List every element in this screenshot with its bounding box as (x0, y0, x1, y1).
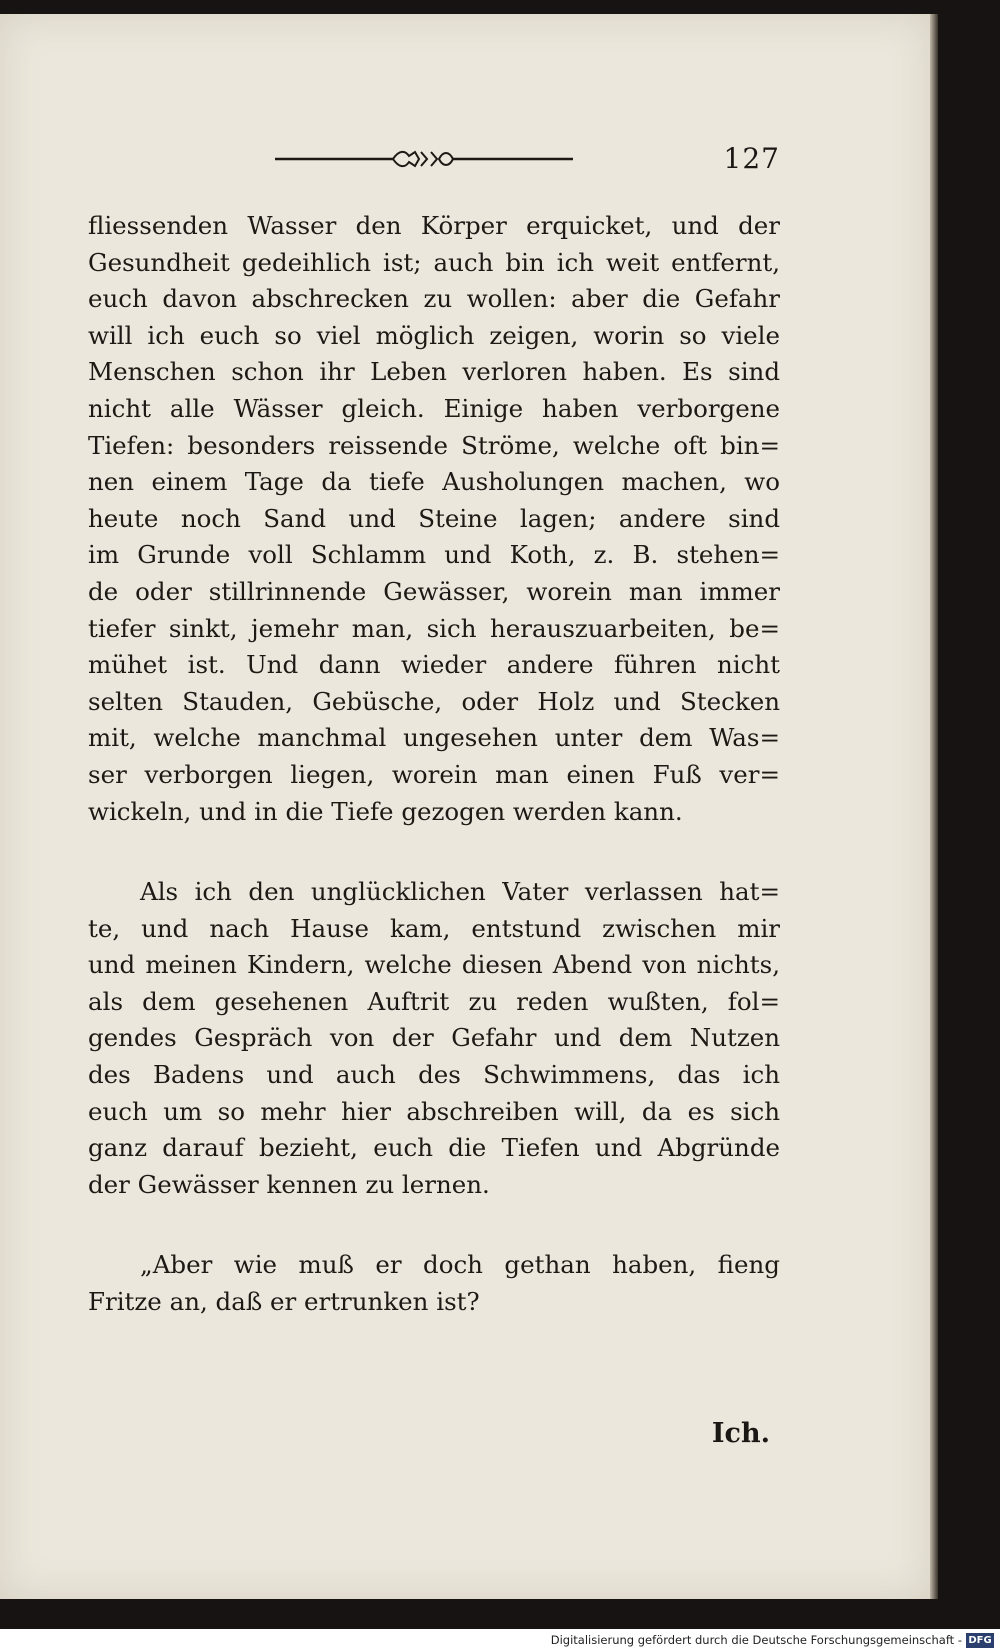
paragraph-1 (88, 208, 780, 830)
text-line: tiefer sinkt, jemehr man, sich herauszuarbeiten, be= (88, 613, 780, 643)
paragraph-2 (88, 874, 780, 1203)
text-line: wickeln, und in die Tiefe gezogen werden kann. (88, 796, 683, 826)
text-line: te, und nach Hause kam, entstund zwischen mir (88, 913, 780, 943)
text-line: als dem gesehenen Auftrit zu reden wußten, fol= (88, 986, 780, 1016)
text-line: ganz darauf bezieht, euch die Tiefen und Abgründe (88, 1133, 780, 1163)
catchword: Ich. (711, 1418, 770, 1449)
text-line: gendes Gespräch von der Gefahr und dem Nutzen (88, 1023, 780, 1053)
paragraph-gap (88, 1203, 780, 1247)
text-line: „Aber wie muß er doch gethan haben, fieng (140, 1250, 780, 1280)
text-line: heute noch Sand und Steine lagen; andere sind (88, 503, 780, 533)
funding-credit: Digitalisierung gefördert durch die Deutsche Forschungsgemeinschaft - (550, 1633, 962, 1647)
dfg-logo-icon: DFG (966, 1633, 994, 1648)
text-line: der Gewässer kennen zu lernen. (88, 1169, 490, 1199)
text-line: selten Stauden, Gebüsche, oder Holz und Stecken (88, 686, 780, 716)
text-line: des Badens und auch des Schwimmens, das ich (88, 1060, 780, 1090)
page-edge (930, 14, 938, 1599)
text-line: euch davon abschrecken zu wollen: aber die Gefahr (88, 284, 780, 314)
paragraph-gap (88, 830, 780, 874)
page-number: 127 (723, 142, 780, 175)
text-line: fliessenden Wasser den Körper erquicket, und der (88, 211, 780, 240)
text-line: mit, welche manchmal ungesehen unter dem Was= (88, 723, 780, 753)
text-line: Tiefen: besonders reissende Ströme, welche oft bin= (88, 430, 780, 460)
body-text (88, 208, 780, 1321)
text-line: nicht alle Wässer gleich. Einige haben verborgene (88, 393, 780, 423)
text-line: Gesundheit gedeihlich ist; auch bin ich weit entfernt, (88, 247, 780, 277)
header-ornament-icon (275, 146, 585, 170)
text-line: mühet ist. Und dann wieder andere führen nicht (88, 650, 780, 680)
text-line: de oder stillrinnende Gewässer, worein man immer (88, 576, 780, 606)
page-header (0, 140, 930, 180)
text-line: Menschen schon ihr Leben verloren haben. Es sind (88, 357, 780, 387)
text-line: nen einem Tage da tiefe Ausholungen machen, wo (88, 467, 780, 497)
text-line: Als ich den unglücklichen Vater verlassen hat= (140, 877, 780, 907)
text-line: Fritze an, daß er ertrunken ist? (88, 1287, 480, 1317)
text-line: und meinen Kindern, welche diesen Abend von nichts, (88, 950, 780, 980)
text-line: im Grunde voll Schlamm und Koth, z. B. stehen= (88, 540, 780, 570)
text-line: ser verborgen liegen, worein man einen Fuß ver= (88, 759, 780, 789)
text-line: euch um so mehr hier abschreiben will, da es sich (88, 1096, 780, 1126)
paragraph-3 (88, 1247, 780, 1320)
digitization-footer (0, 1629, 1000, 1651)
text-line: will ich euch so viel möglich zeigen, worin so viele (88, 320, 780, 350)
